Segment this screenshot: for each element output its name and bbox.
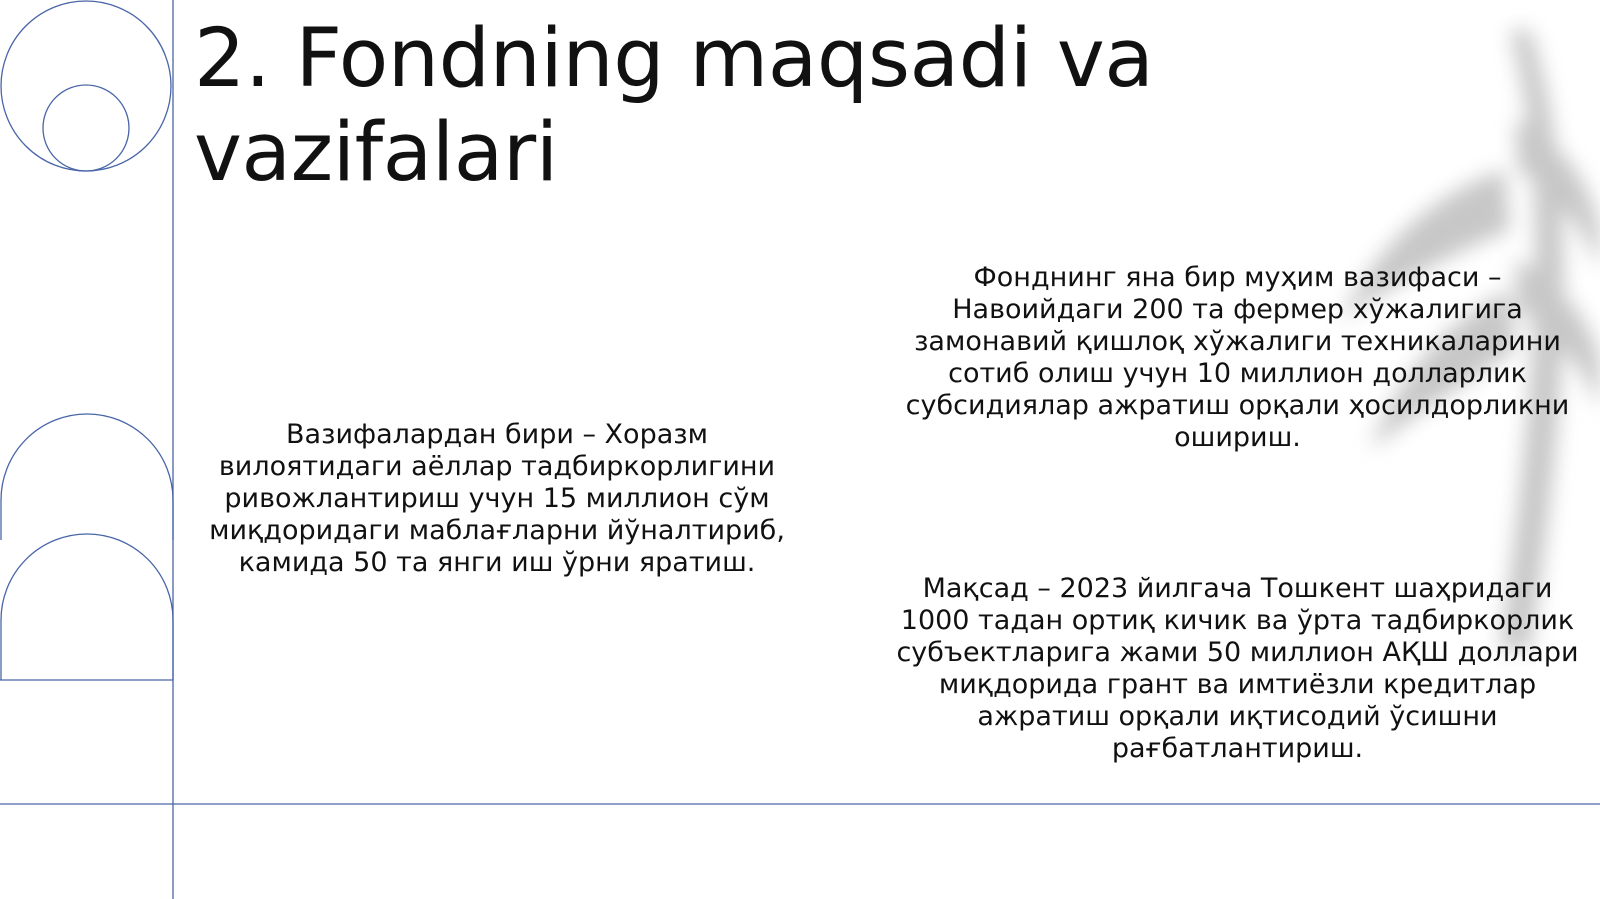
left-paragraph: Вазифалардан бири – Хоразм вилоятидаги аёллар тадбиркорлигини ривожлантириш учун 15 миллион сўм миқдоридаги маблағларни йўналтириб, камида 50 та янги иш ўрни яратиш. [209,419,785,578]
upper-arch-decoration [1,414,173,540]
right-top-paragraph: Фонднинг яна бир муҳим вазифаси – Навоийдаги 200 та фермер хўжалигига замонавий қишлоқ хўжалиги техникаларини сотиб олиш учун 10 миллион долларлик субсидиялар ажратиш орқали ҳосилдорликни ошириш. [905,262,1570,453]
large-circle-decoration [1,1,171,171]
small-circle-decoration [43,85,129,171]
slide-title: 2. Fondning maqsadi va vazifalari [194,12,1154,200]
right-bottom-paragraph: Мақсад – 2023 йилгача Тошкент шаҳридаги 1000 тадан ортиқ кичик ва ўрта тадбиркорлик субъектларига жами 50 миллион АҚШ доллари миқдорида грант ва имтиёзли кредитлар ажратиш орқали иқтисодий ўсишни рағбатлантириш. [896,573,1579,764]
lower-arch-decoration [1,534,173,680]
